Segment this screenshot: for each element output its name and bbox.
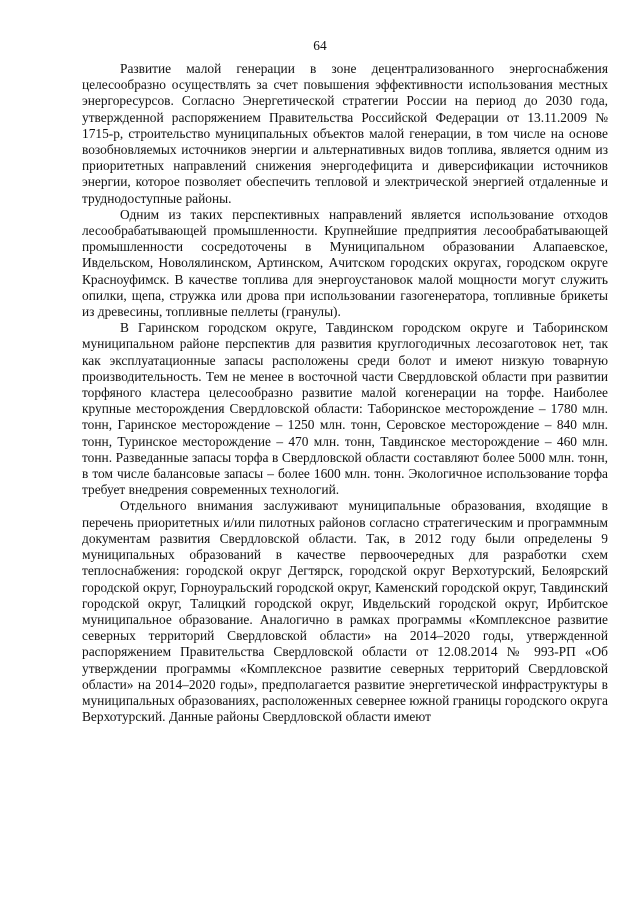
body-text: [82, 61, 608, 725]
paragraph: В Гаринском городском округе, Тавдинском городском округе и Таборинском муниципальном районе перспектив для развития круглогодичных лесозаготовок нет, так как эксплуатационные запасы расположены среди болот и имеют низкую товарную производительность. Тем не менее в восточной части Свердловской области при развитии торфяного кластера целесообразно развитие малой когенерации на торфе. Наиболее крупные месторождения Свердловской области: Таборинское месторождение – 1780 млн. тонн, Гаринское месторождение – 1250 млн. тонн, Серовское месторождение – 840 млн. тонн, Туринское месторождение – 470 млн. тонн, Тавдинское месторождение – 460 млн. тонн. Разведанные запасы торфа в Свердловской области составляют более 5000 млн. тонн, в том числе балансовые запасы – более 1600 млн. тонн. Экологичное использование торфа требует внедрения современных технологий.: [82, 320, 608, 498]
page-number: 64: [313, 38, 327, 53]
paragraph: Одним из таких перспективных направлений является использование отходов лесообрабатывающей промышленности. Крупнейшие предприятия лесообрабатывающей промышленности сосредоточены в Муниципальном образовании Алапаевское, Ивдельском, Новолялинском, Артинском, Ачитском городских округах, городском округе Красноуфимск. В качестве топлива для энергоустановок малой мощности могут служить опилки, щепа, стружка или дрова при использовании газогенератора, топливные брикеты из древесины, топливные пеллеты (гранулы).: [82, 206, 608, 320]
paragraph: Отдельного внимания заслуживают муниципальные образования, входящие в перечень приоритетных и/или пилотных районов согласно стратегическим и программным документам развития Свердловской области. Так, в 2012 году были определены 9 муниципальных образований в качестве первоочередных для разработки схем теплоснабжения: городской округ Дегтярск, городской округ Верхотурский, Белоярский городской округ, Горноуральский городской округ, Каменский городской округ, Тавдинский городской округ, Талицкий городской округ, Ивдельский городской округ, Ирбитское муниципальное образование. Аналогично в рамках программы «Комплексное развитие северных территорий Свердловской области» на 2014–2020 годы, утвержденной распоряжением Правительства Свердловской области от 12.08.2014 № 993-РП «Об утверждении программы «Комплексное развитие северных территорий Свердловской области» на 2014–2020 годы», предполагается развитие энергетической инфраструктуры в муниципальных образованиях, расположенных севернее южной границы городского округа Верхотурский. Данные районы Свердловской области имеют: [82, 498, 608, 725]
paragraph: Развитие малой генерации в зоне децентрализованного энергоснабжения целесообразно осуществлять за счет повышения эффективности использования местных энергоресурсов. Согласно Энергетической стратегии России на период до 2030 года, утвержденной распоряжением Правительства Российской Федерации от 13.11.2009 № 1715-р, строительство муниципальных объектов малой генерации, в том числе на основе возобновляемых источников энергии и альтернативных видов топлива, является одним из приоритетных направлений снижения энергодефицита и диверсификации источников энергии, которое позволяет обеспечить тепловой и электрической энергией отдаленные и труднодоступные районы.: [82, 61, 608, 206]
